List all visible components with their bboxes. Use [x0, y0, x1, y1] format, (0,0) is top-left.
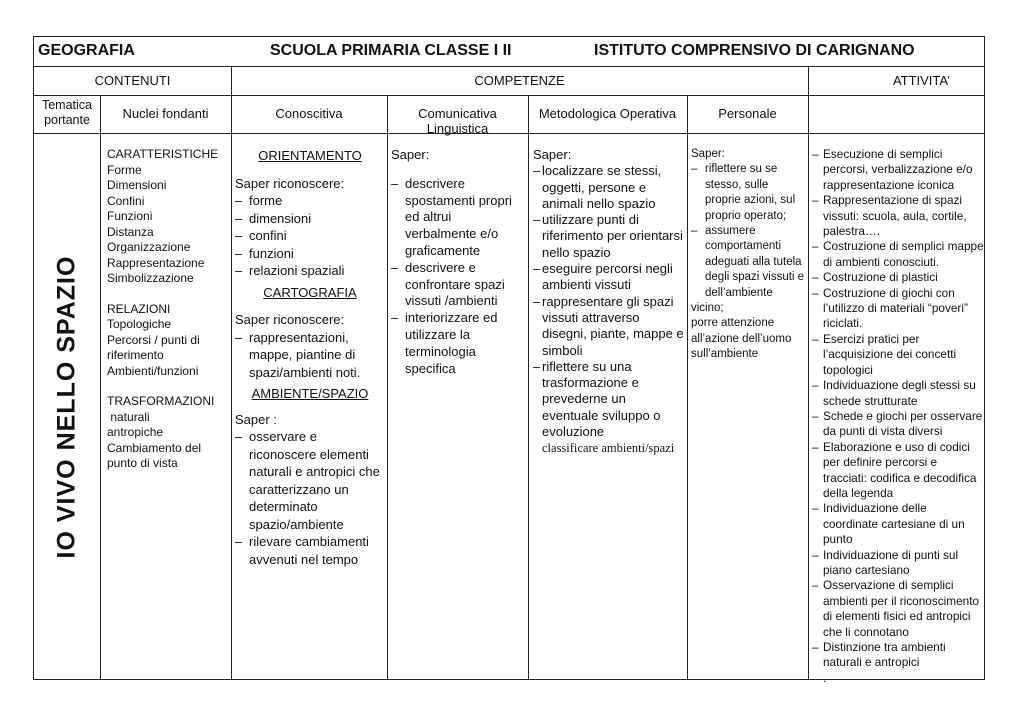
divider	[387, 95, 388, 679]
metodologica-cell	[533, 147, 685, 457]
tail-text: vicino;	[691, 302, 724, 315]
nuclei-item: punto di vista	[107, 456, 178, 470]
list-item: – rappresentare gli spazi vissuti attraverso disegni, piante, mappe e simboli	[533, 293, 684, 358]
nuclei-list	[107, 147, 229, 472]
intro-text: Saper :	[235, 411, 277, 427]
divider	[528, 95, 529, 679]
divider	[34, 95, 984, 96]
nuclei-item: Cambiamento del	[107, 440, 202, 455]
col-tematica: Tematica portante	[41, 98, 93, 127]
list-item: – Individuazione delle coordinate cartesiane di un punto	[812, 501, 965, 547]
comunicativa-cell	[391, 147, 526, 377]
subject-title: GEOGRAFIA	[38, 42, 135, 59]
nuclei-item: riferimento	[107, 348, 164, 362]
nuclei-item: Confini	[107, 193, 145, 208]
divider	[34, 66, 984, 67]
personale-cell	[691, 147, 807, 363]
institute-title: ISTITUTO COMPRENSIVO DI CARIGNANO	[594, 42, 915, 59]
intro-text: Saper:	[391, 147, 430, 162]
tail-text: .	[823, 670, 827, 685]
list-item: – Esercizi pratici per l’acquisizione dei concetti topologici	[812, 331, 957, 377]
attivita-cell	[812, 147, 984, 686]
nuclei-item: Dimensioni	[107, 178, 167, 192]
nuclei-item: Ambienti/funzioni	[107, 363, 199, 378]
intro-text: Saper:	[691, 148, 725, 160]
list-item: – riflettere su se stesso, sulle proprie azioni, sul proprio operato;	[691, 163, 796, 222]
list-item: – Costruzione di giochi con l’utilizzo di materiali “poveri” riciclati.	[812, 285, 968, 331]
intro-text: Saper riconoscere:	[235, 312, 345, 327]
nuclei-item: Forme	[107, 162, 142, 177]
tail-text: porre attenzione all’azione dell’uomo sull’ambiente	[691, 317, 792, 361]
tematica-text: IO VIVO NELLO SPAZIO	[52, 255, 81, 558]
list-item: – Esecuzione di semplici percorsi, verbalizzazione e/o rappresentazione iconica	[812, 147, 973, 192]
list-item: – funzioni	[235, 245, 294, 261]
spacer	[107, 379, 229, 394]
divider	[687, 95, 688, 679]
spacer	[107, 287, 229, 302]
list-item: – descrivere e confrontare spazi vissuti /ambienti	[391, 259, 505, 309]
heading-orientamento: ORIENTAMENTO	[258, 148, 362, 163]
tail-text: classificare ambienti/spazi	[542, 441, 675, 456]
col-personale: Personale	[718, 106, 777, 121]
col-nuclei: Nuclei fondanti	[122, 106, 209, 121]
intro-text: Saper riconoscere:	[235, 175, 345, 191]
list-item: – Rappresentazione di spazi vissuti: scuola, aula, cortile, palestra….	[812, 193, 967, 239]
nuclei-item: CARATTERISTICHE	[107, 147, 219, 161]
list-item: – assumere comportamenti adeguati alla tutela degli spazi vissuti e dell’ambiente	[691, 225, 805, 299]
list-item: – Distinzione tra ambienti naturali e antropici	[812, 640, 946, 670]
list-item: – relazioni spaziali	[235, 263, 345, 278]
heading-cartografia: CARTOGRAFIA	[263, 284, 357, 300]
col-conoscitiva: Conoscitiva	[275, 106, 343, 121]
nuclei-item: Rappresentazione	[107, 255, 205, 270]
nuclei-item: Distanza	[107, 224, 154, 239]
nuclei-item: antropiche	[107, 425, 164, 439]
list-item: – descrivere spostamenti propri ed altrui verbalmente e/o graficamente	[391, 175, 512, 258]
list-item: – Individuazione degli stessi su schede strutturate	[812, 378, 976, 408]
section-contenuti: CONTENUTI	[94, 73, 171, 88]
list-item: – localizzare se stessi, oggetti, persone e animali nello spazio	[533, 163, 662, 211]
section-competenze: COMPETENZE	[474, 73, 565, 88]
col-comunicativa: Comunicativa Linguistica	[418, 106, 497, 136]
heading-ambiente-spazio: AMBIENTE/SPAZIO	[251, 386, 369, 401]
nuclei-item: Percorsi / punti di	[107, 332, 200, 347]
nuclei-item: naturali	[107, 409, 150, 424]
list-item: – osservare e riconoscere elementi naturali e antropici che caratterizzano un determinato spazio/ambiente	[235, 429, 380, 532]
nuclei-item: Funzioni	[107, 209, 153, 223]
list-item: – Costruzione di plastici	[812, 270, 938, 285]
list-item: – Costruzione di semplici mappe di ambienti conosciuti.	[812, 239, 984, 269]
conoscitiva-cell	[235, 147, 385, 568]
list-item: – Individuazione di punti sul piano cartesiano	[812, 547, 959, 577]
list-item: – riflettere su una trasformazione e prevederne un eventuale sviluppo o evoluzione	[533, 358, 661, 440]
list-item: – rappresentazioni, mappe, piantine di spazi/ambienti noti.	[235, 329, 361, 380]
intro-text: Saper:	[533, 147, 572, 162]
nuclei-item: Organizzazione	[107, 240, 191, 254]
divider	[100, 95, 101, 679]
list-item: – utilizzare punti di riferimento per orientarsi nello spazio	[533, 212, 683, 260]
document-table	[33, 36, 985, 685]
list-item: – rilevare cambiamenti avvenuti nel tempo	[235, 534, 369, 567]
col-metodologica: Metodologica Operativa	[538, 106, 677, 121]
divider	[808, 66, 809, 679]
list-item: – Osservazione di semplici ambienti per il riconoscimento di elementi fisici ed antropici che li connotano	[812, 578, 980, 639]
list-item: – eseguire percorsi negli ambienti vissuti	[533, 261, 673, 293]
nuclei-item: RELAZIONI	[107, 301, 171, 316]
school-title: SCUOLA PRIMARIA CLASSE I II	[270, 42, 512, 59]
nuclei-item: Simbolizzazione	[107, 271, 194, 285]
list-item: – dimensioni	[235, 210, 312, 226]
nuclei-item: Topologiche	[107, 317, 172, 331]
tematica-portante	[34, 133, 100, 680]
list-item: – forme	[235, 193, 283, 208]
nuclei-item: TRASFORMAZIONI	[107, 394, 215, 408]
list-item: – Schede e giochi per osservare da punti di vista diversi	[812, 408, 983, 439]
list-item: – Elaborazione e uso di codici per definire percorsi e tracciati: codifica e decodifica della legenda	[812, 439, 977, 500]
section-attivita: ATTIVITA’	[892, 73, 950, 88]
list-item: – confini	[235, 228, 287, 243]
list-item: – interiorizzare ed utilizzare la terminologia specifica	[391, 310, 498, 376]
divider	[231, 66, 232, 679]
